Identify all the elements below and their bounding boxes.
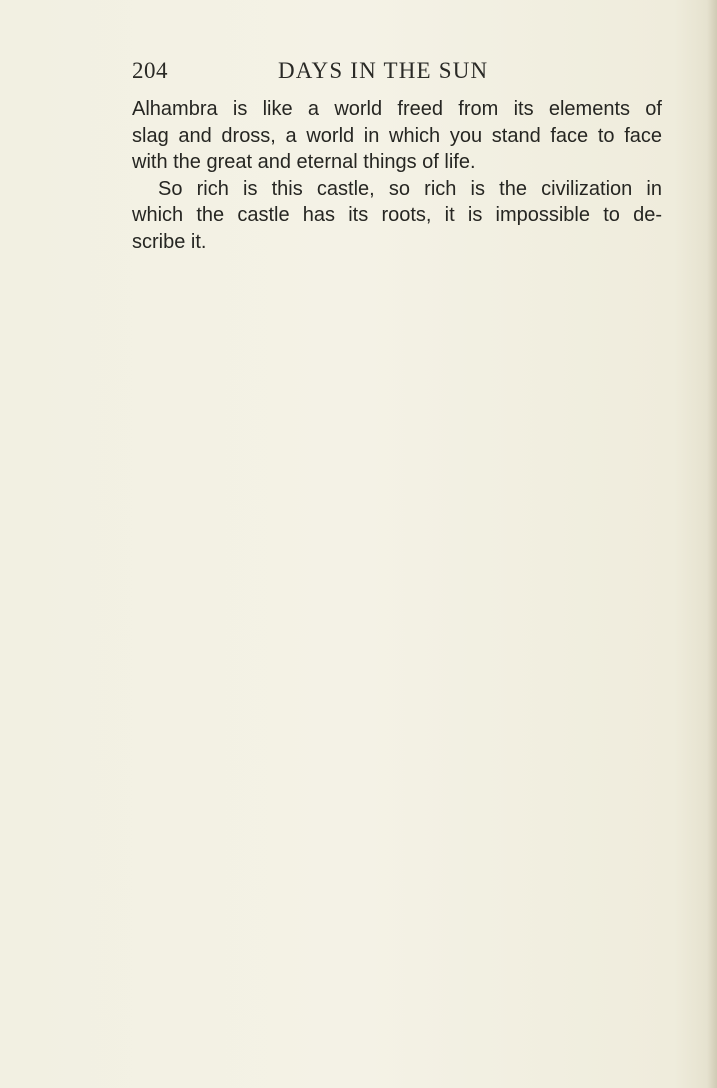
running-head: [132, 58, 662, 88]
text-line: slag and dross, a world in which you stand face to face: [132, 124, 662, 147]
paragraph: [132, 176, 662, 256]
text-line: with the great and eternal things of life.: [132, 151, 476, 173]
page-edge-shadow: [707, 0, 717, 1088]
text-line: So rich is this castle, so rich is the civilization in: [158, 177, 662, 200]
running-title: DAYS IN THE SUN: [278, 58, 489, 83]
page-number: 204: [132, 58, 168, 83]
text-line: Alhambra is like a world freed from its elements of: [132, 98, 662, 120]
text-line: which the castle has its roots, it is impossible to de-: [132, 204, 662, 226]
paragraph: [132, 96, 662, 176]
text-line: scribe it.: [132, 230, 207, 253]
body-text: [132, 96, 662, 255]
